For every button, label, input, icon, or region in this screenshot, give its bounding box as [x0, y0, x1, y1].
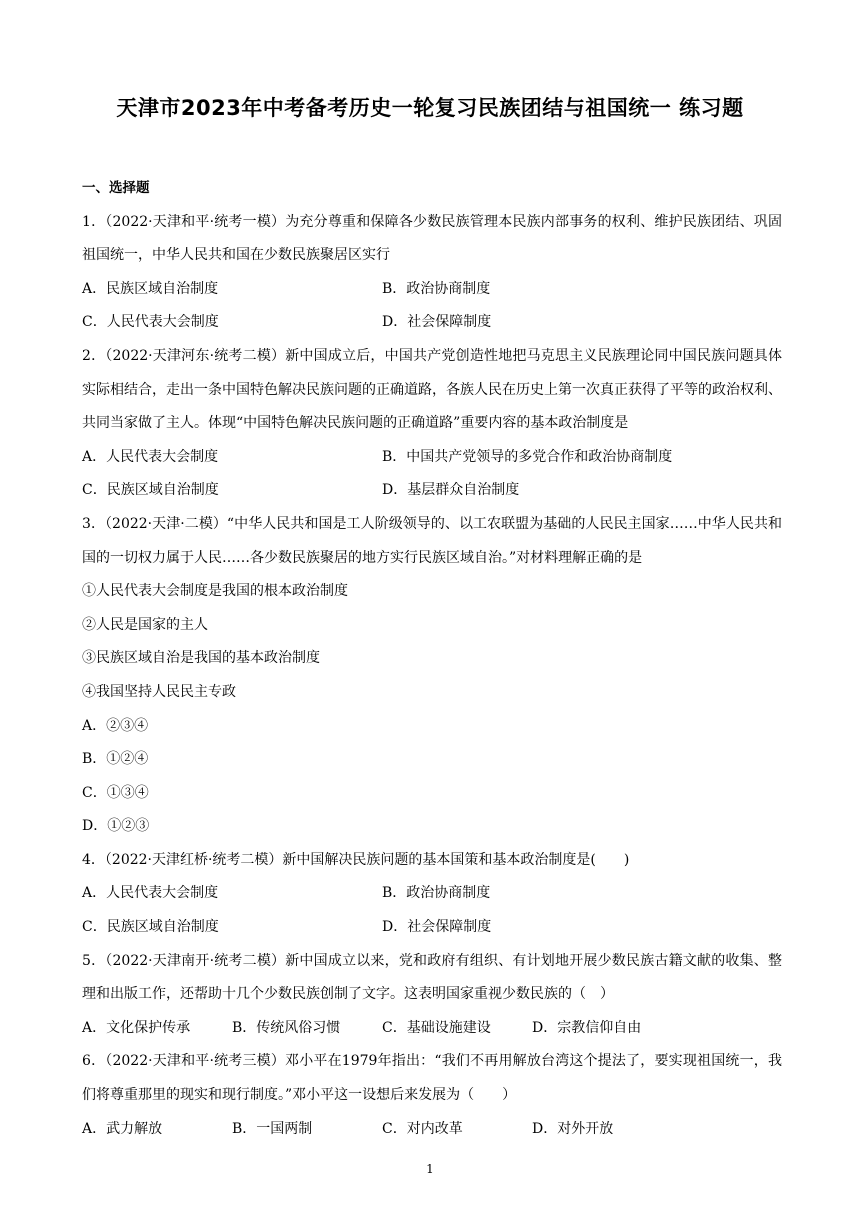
- option-a: A．人民代表大会制度: [82, 885, 219, 902]
- question-stem: 3．（2022·天津·二模）“中华人民共和国是工人阶级领导的、以工农联盟为基础的人民民主国家……中华人民共和国的一切权力属于人民……各少数民族聚居的地方实行民族区域自治。”对材料理解正确的是: [82, 515, 782, 566]
- option-b: B．传统风俗习惯: [232, 1019, 341, 1036]
- question-3: [82, 508, 782, 844]
- question-stem: 5．（2022·天津南开·统考二模）新中国成立以来，党和政府有组织、有计划地开展少数民族古籍文献的收集、整理和出版工作，还帮助十几个少数民族创制了文字。这表明国家重视少数民族的（ ）: [82, 952, 782, 1003]
- question-1: [82, 206, 782, 340]
- question-4: [82, 844, 782, 945]
- question-5: [82, 945, 782, 1046]
- option-c: C．民族区域自治制度: [82, 482, 219, 499]
- option-b: B．一国两制: [232, 1120, 313, 1137]
- document-title: 天津市2023年中考备考历史一轮复习民族团结与祖国统一 练习题: [116, 96, 744, 120]
- statement-4: ④我国坚持人民民主专政: [82, 683, 236, 700]
- question-stem: 4．（2022·天津红桥·统考二模）新中国解决民族问题的基本国策和基本政治制度是( ): [82, 851, 630, 868]
- option-a: A．②③④: [82, 717, 149, 734]
- option-d: D．①②③: [82, 818, 150, 835]
- question-stem: 6．（2022·天津和平·统考三模）邓小平在1979年指出：“我们不再用解放台湾这个提法了，要实现祖国统一，我们将尊重那里的现实和现行制度。”邓小平这一设想后来发展为（ ）: [82, 1053, 782, 1104]
- option-a: A．民族区域自治制度: [82, 280, 219, 297]
- option-c: C．民族区域自治制度: [82, 919, 219, 936]
- option-c: C．①③④: [82, 784, 149, 801]
- option-b: B．①②④: [82, 751, 149, 768]
- question-stem: 1．（2022·天津和平·统考一模）为充分尊重和保障各少数民族管理本民族内部事务的权利、维护民族团结、巩固祖国统一，中华人民共和国在少数民族聚居区实行: [82, 213, 782, 264]
- statement-1: ①人民代表大会制度是我国的根本政治制度: [82, 583, 348, 600]
- option-d: D．社会保障制度: [382, 919, 492, 936]
- option-b: B．政治协商制度: [382, 885, 491, 902]
- page-number: 1: [426, 1162, 434, 1176]
- option-b: B．政治协商制度: [382, 280, 491, 297]
- option-a: A．人民代表大会制度: [82, 448, 219, 465]
- option-c: C．人民代表大会制度: [82, 314, 219, 331]
- statement-2: ②人民是国家的主人: [82, 616, 208, 633]
- question-stem: 2．（2022·天津河东·统考二模）新中国成立后，中国共产党创造性地把马克思主义民族理论同中国民族问题具体实际相结合，走出一条中国特色解决民族问题的正确道路，各族人民在历史上第一次真正获得了平等的政治权利、共同当家做了主人。体现“中国特色解决民族问题的正确道路”重要内容的基本政治制度是: [82, 347, 782, 432]
- option-b: B．中国共产党领导的多党合作和政治协商制度: [382, 448, 673, 465]
- option-c: C．基础设施建设: [382, 1019, 491, 1036]
- option-a: A．武力解放: [82, 1120, 163, 1137]
- document-body: [82, 172, 782, 1146]
- question-2: [82, 340, 782, 508]
- option-a: A．文化保护传承: [82, 1019, 191, 1036]
- option-d: D．对外开放: [532, 1120, 614, 1137]
- section-heading: 一、选择题: [82, 180, 150, 196]
- option-c: C．对内改革: [382, 1120, 463, 1137]
- option-d: D．社会保障制度: [382, 314, 492, 331]
- option-d: D．宗教信仰自由: [532, 1019, 642, 1036]
- option-d: D．基层群众自治制度: [382, 482, 520, 499]
- statement-3: ③民族区域自治是我国的基本政治制度: [82, 650, 320, 667]
- question-6: [82, 1045, 782, 1146]
